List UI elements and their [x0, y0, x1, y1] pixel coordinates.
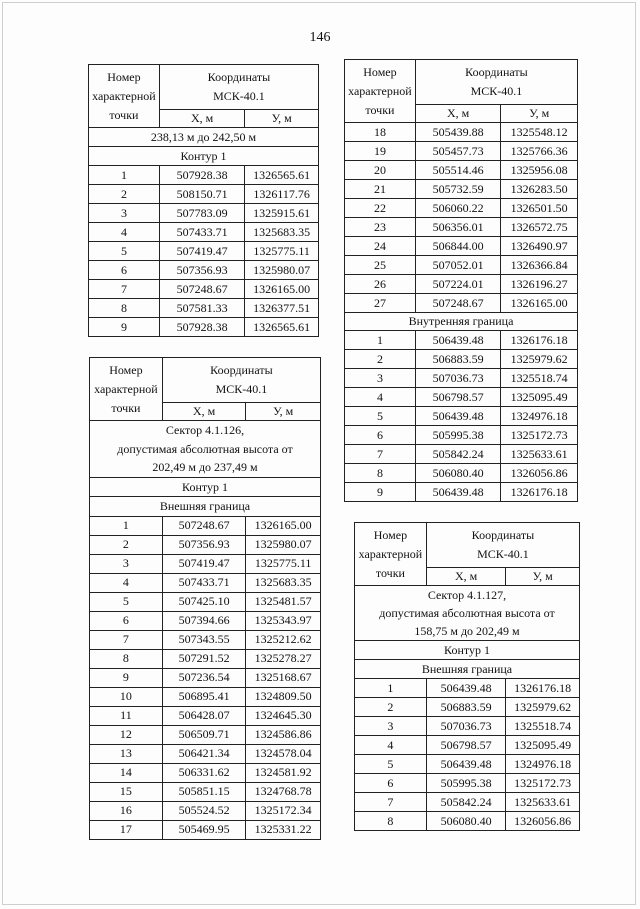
- point-number: 12: [119, 727, 132, 741]
- table-row: [89, 204, 319, 223]
- header-x-label: X, м: [190, 111, 214, 125]
- table-row: [89, 280, 319, 299]
- point-number: 6: [376, 427, 383, 442]
- x-coordinate: 506080.40: [432, 465, 484, 480]
- y-coordinate: 1325683.35: [254, 575, 312, 589]
- header-coordinates-label: МСК-40.1: [213, 89, 265, 103]
- header-x-label: X, м: [446, 106, 470, 120]
- point-number: 15: [119, 784, 132, 798]
- table-row: [345, 161, 578, 180]
- point-number: 9: [376, 484, 383, 499]
- y-coordinate: 1326196.27: [510, 276, 568, 291]
- y-coordinate: 1326572.75: [510, 219, 568, 234]
- point-number: 5: [120, 243, 127, 258]
- point-number: 3: [120, 205, 127, 220]
- table-row: [89, 318, 319, 337]
- y-coordinate: 1325683.35: [253, 224, 311, 239]
- header-number-label: точки: [111, 400, 141, 415]
- header-x-label: X, м: [454, 569, 478, 583]
- x-coordinate: 507419.47: [176, 243, 228, 258]
- header-number-label: характерной: [348, 83, 412, 98]
- table-row: [345, 483, 578, 502]
- caption-text: Внутренняя граница: [408, 314, 514, 328]
- x-coordinate: 507928.38: [176, 319, 228, 334]
- x-coordinate: 505469.95: [178, 822, 230, 836]
- table-row: [355, 755, 580, 774]
- point-number: 23: [373, 219, 386, 234]
- caption-text: 202,49 м до 237,49 м: [152, 460, 258, 474]
- point-number: 18: [373, 124, 386, 139]
- y-coordinate: 1326165.00: [254, 518, 312, 532]
- x-coordinate: 507419.47: [178, 556, 230, 570]
- header-coordinates-label: МСК-40.1: [477, 547, 529, 561]
- point-number: 7: [122, 632, 129, 646]
- caption-text: Внешняя граница: [421, 662, 513, 676]
- point-number: 4: [122, 575, 129, 589]
- point-number: 13: [119, 746, 132, 760]
- y-coordinate: 1325518.74: [510, 370, 568, 385]
- table-row: [90, 535, 321, 554]
- header-coordinates-label: МСК-40.1: [215, 382, 268, 396]
- point-number: 6: [387, 775, 394, 790]
- header-coordinates-label: Координаты: [210, 363, 273, 377]
- point-number: 8: [120, 300, 127, 315]
- table-row: [345, 180, 578, 199]
- x-coordinate: 507928.38: [176, 167, 228, 182]
- x-coordinate: 505524.52: [178, 803, 230, 817]
- point-number: 21: [373, 181, 386, 196]
- y-coordinate: 1324768.78: [254, 784, 312, 798]
- table-row: [345, 237, 578, 256]
- x-coordinate: 506895.41: [178, 689, 230, 703]
- header-y-label: У, м: [532, 569, 553, 583]
- caption-text: Внешняя граница: [159, 499, 251, 513]
- table-row: [89, 185, 319, 204]
- table-row: [89, 242, 319, 261]
- header-number-label: характерной: [92, 88, 156, 103]
- table-row: [345, 142, 578, 161]
- table-row: [345, 256, 578, 275]
- point-number: 3: [122, 556, 129, 570]
- y-coordinate: 1325633.61: [514, 794, 572, 809]
- header-number-label: точки: [109, 107, 139, 122]
- x-coordinate: 505514.46: [432, 162, 484, 177]
- x-coordinate: 507433.71: [178, 575, 230, 589]
- table-row: [90, 630, 321, 649]
- x-coordinate: 506439.48: [432, 332, 484, 347]
- point-number: 2: [387, 699, 394, 714]
- header-coordinates-label: МСК-40.1: [470, 84, 523, 98]
- x-coordinate: 505851.15: [178, 784, 230, 798]
- x-coordinate: 507036.73: [432, 370, 484, 385]
- y-coordinate: 1326490.97: [510, 238, 568, 253]
- table-row: [345, 218, 578, 237]
- point-number: 4: [387, 737, 394, 752]
- x-coordinate: 507394.66: [178, 613, 230, 627]
- y-coordinate: 1326165.00: [510, 295, 568, 310]
- caption-text: 158,75 м до 202,49 м: [414, 624, 520, 638]
- point-number: 19: [373, 143, 386, 158]
- x-coordinate: 506080.40: [440, 813, 492, 828]
- caption-row: [89, 147, 319, 166]
- y-coordinate: 1325168.67: [254, 670, 312, 684]
- header-y-label: У, м: [271, 111, 292, 125]
- header-number-label: характерной: [358, 546, 423, 561]
- table-row: [345, 350, 578, 369]
- y-coordinate: 1325172.73: [514, 775, 572, 790]
- table-row: [90, 801, 321, 820]
- table-row: [90, 763, 321, 782]
- y-coordinate: 1326176.18: [514, 680, 572, 695]
- caption-text: Контур 1: [182, 479, 228, 494]
- y-coordinate: 1325979.62: [510, 351, 568, 366]
- y-coordinate: 1325212.62: [254, 632, 312, 646]
- x-coordinate: 506356.01: [432, 219, 484, 234]
- caption-row: [355, 586, 580, 641]
- point-number: 1: [376, 332, 383, 347]
- table-row: [345, 464, 578, 483]
- caption-text: допустимая абсолютная высота от: [117, 441, 293, 456]
- point-number: 27: [373, 295, 386, 310]
- y-coordinate: 1325172.73: [510, 427, 568, 442]
- y-coordinate: 1324976.18: [510, 408, 568, 423]
- caption-row: [90, 497, 321, 517]
- y-coordinate: 1326565.61: [253, 319, 311, 334]
- y-coordinate: 1326056.86: [514, 813, 572, 828]
- table-row: [355, 793, 580, 812]
- table-row: [355, 679, 580, 698]
- header-x-label: X, м: [192, 404, 216, 418]
- y-coordinate: 1324809.50: [254, 689, 312, 703]
- header-number-label: Номер: [109, 362, 143, 377]
- header-y-label: У, м: [529, 106, 550, 120]
- header-row: [345, 60, 578, 105]
- x-coordinate: 505842.24: [432, 446, 484, 461]
- y-coordinate: 1325343.97: [254, 613, 312, 627]
- table-row: [355, 812, 580, 831]
- y-coordinate: 1324586.86: [254, 727, 312, 741]
- x-coordinate: 507783.09: [176, 205, 228, 220]
- x-coordinate: 507036.73: [440, 718, 492, 733]
- point-number: 6: [122, 613, 129, 627]
- header-coordinates-label: Координаты: [465, 65, 528, 79]
- x-coordinate: 507433.71: [176, 224, 228, 239]
- table-row: [90, 649, 321, 668]
- point-number: 7: [376, 446, 383, 461]
- x-coordinate: 506883.59: [440, 699, 492, 714]
- x-coordinate: 506844.00: [432, 238, 484, 253]
- header-coordinates-label: Координаты: [207, 70, 271, 84]
- x-coordinate: 506421.34: [178, 746, 230, 760]
- point-number: 4: [120, 224, 127, 239]
- x-coordinate: 506439.48: [432, 484, 484, 499]
- table-row: [345, 369, 578, 388]
- point-number: 4: [376, 389, 383, 404]
- point-number: 7: [120, 281, 127, 296]
- point-number: 1: [387, 680, 394, 695]
- x-coordinate: 507248.67: [432, 295, 484, 310]
- table-row: [90, 725, 321, 744]
- table-row: [345, 294, 578, 313]
- x-coordinate: 507248.67: [178, 518, 230, 532]
- table-row: [345, 123, 578, 142]
- caption-text: допустимая абсолютная высота от: [379, 606, 555, 620]
- x-coordinate: 506428.07: [178, 708, 230, 722]
- coordinates-table-2: [89, 357, 321, 840]
- y-coordinate: 1325172.34: [254, 803, 312, 817]
- x-coordinate: 507343.55: [178, 632, 230, 646]
- table-row: [345, 445, 578, 464]
- y-coordinate: 1326366.84: [510, 257, 568, 272]
- caption-text: 238,13 м до 242,50 м: [150, 130, 257, 144]
- x-coordinate: 506883.59: [432, 351, 484, 366]
- y-coordinate: 1325775.11: [254, 556, 312, 570]
- table-row: [345, 388, 578, 407]
- table-row: [90, 611, 321, 630]
- x-coordinate: 505995.38: [440, 775, 492, 790]
- y-coordinate: 1325956.08: [510, 162, 568, 177]
- y-coordinate: 1324645.30: [254, 708, 312, 722]
- point-number: 8: [376, 465, 383, 480]
- header-y-label: У, м: [273, 404, 294, 418]
- table-row: [355, 736, 580, 755]
- header-number-label: точки: [375, 565, 405, 580]
- table-row: [89, 223, 319, 242]
- x-coordinate: 505842.24: [440, 794, 492, 809]
- table-row: [90, 554, 321, 573]
- x-coordinate: 506439.48: [440, 680, 492, 695]
- y-coordinate: 1325980.07: [254, 537, 312, 551]
- caption-text: Сектор 4.1.127,: [427, 588, 507, 602]
- header-number-label: Номер: [107, 69, 141, 84]
- y-coordinate: 1325766.36: [510, 143, 568, 158]
- point-number: 25: [373, 257, 386, 272]
- point-number: 8: [122, 651, 129, 665]
- point-number: 5: [376, 408, 383, 423]
- point-number: 16: [119, 803, 132, 817]
- table-row: [89, 299, 319, 318]
- y-coordinate: 1325980.07: [253, 262, 311, 277]
- x-coordinate: 506509.71: [178, 727, 230, 741]
- header-number-label: Номер: [363, 64, 397, 79]
- table-row: [90, 820, 321, 839]
- y-coordinate: 1326377.51: [253, 300, 311, 315]
- y-coordinate: 1326176.18: [510, 332, 568, 347]
- point-number: 22: [373, 200, 386, 215]
- x-coordinate: 507236.54: [178, 670, 230, 684]
- x-coordinate: 505995.38: [432, 427, 484, 442]
- table-row: [355, 717, 580, 736]
- coordinates-table-4: [354, 522, 580, 831]
- page-number: 146: [309, 30, 331, 45]
- x-coordinate: 507581.33: [176, 300, 228, 315]
- x-coordinate: 507356.93: [178, 537, 230, 551]
- coordinates-table-3: [344, 59, 578, 502]
- point-number: 2: [122, 537, 129, 551]
- point-number: 14: [119, 765, 132, 779]
- y-coordinate: 1325548.12: [510, 124, 568, 139]
- x-coordinate: 507052.01: [432, 257, 484, 272]
- point-number: 10: [119, 689, 132, 703]
- header-number-label: точки: [365, 102, 395, 117]
- table-row: [345, 426, 578, 445]
- table-row: [90, 706, 321, 725]
- x-coordinate: 506331.62: [178, 765, 230, 779]
- y-coordinate: 1326176.18: [510, 484, 568, 499]
- x-coordinate: 508150.71: [176, 186, 228, 201]
- caption-text: Сектор 4.1.126,: [165, 423, 245, 437]
- y-coordinate: 1325775.11: [253, 243, 310, 258]
- x-coordinate: 507356.93: [176, 262, 228, 277]
- table-row: [90, 516, 321, 535]
- y-coordinate: 1325633.61: [510, 446, 568, 461]
- table-row: [89, 166, 319, 185]
- point-number: 1: [122, 518, 129, 532]
- caption-row: [90, 421, 321, 478]
- caption-row: [89, 128, 319, 147]
- x-coordinate: 507224.01: [432, 276, 484, 291]
- header-coordinates-label: Координаты: [471, 528, 535, 542]
- y-coordinate: 1325331.22: [254, 822, 312, 836]
- point-number: 11: [120, 708, 132, 722]
- y-coordinate: 1326165.00: [253, 281, 311, 296]
- caption-row: [90, 477, 321, 497]
- table-row: [90, 668, 321, 687]
- x-coordinate: 506798.57: [440, 737, 492, 752]
- caption-row: [345, 313, 578, 331]
- table-row: [90, 782, 321, 801]
- table-row: [345, 407, 578, 426]
- caption-text: Контур 1: [444, 643, 490, 657]
- x-coordinate: 506439.48: [432, 408, 484, 423]
- table-row: [90, 592, 321, 611]
- point-number: 17: [119, 822, 132, 836]
- table-row: [355, 698, 580, 717]
- header-row: [355, 523, 580, 568]
- point-number: 2: [376, 351, 383, 366]
- y-coordinate: 1325278.27: [254, 651, 312, 665]
- header-row: [89, 65, 319, 110]
- point-number: 20: [373, 162, 386, 177]
- y-coordinate: 1325915.61: [253, 205, 311, 220]
- y-coordinate: 1325481.57: [254, 594, 312, 608]
- point-number: 3: [387, 718, 394, 733]
- y-coordinate: 1326056.86: [510, 465, 568, 480]
- x-coordinate: 506439.48: [440, 756, 492, 771]
- table-row: [355, 774, 580, 793]
- y-coordinate: 1324578.04: [254, 746, 312, 760]
- y-coordinate: 1325979.62: [514, 699, 572, 714]
- point-number: 2: [120, 186, 127, 201]
- table-row: [345, 275, 578, 294]
- y-coordinate: 1326117.76: [253, 186, 310, 201]
- header-number-label: Номер: [373, 527, 408, 542]
- coordinates-table-1: [88, 64, 319, 337]
- point-number: 9: [122, 670, 129, 684]
- point-number: 8: [387, 813, 394, 828]
- point-number: 3: [376, 370, 383, 385]
- caption-row: [355, 660, 580, 679]
- table-row: [89, 261, 319, 280]
- point-number: 6: [120, 262, 127, 277]
- y-coordinate: 1326283.50: [510, 181, 568, 196]
- table-row: [345, 331, 578, 350]
- table-row: [90, 573, 321, 592]
- point-number: 24: [373, 238, 386, 253]
- table-row: [345, 199, 578, 218]
- x-coordinate: 505439.88: [432, 124, 484, 139]
- point-number: 7: [387, 794, 394, 809]
- table-row: [90, 744, 321, 763]
- y-coordinate: 1326565.61: [253, 167, 311, 182]
- x-coordinate: 507248.67: [176, 281, 228, 296]
- y-coordinate: 1324976.18: [514, 756, 572, 771]
- x-coordinate: 506798.57: [432, 389, 484, 404]
- table-row: [90, 687, 321, 706]
- caption-text: Контур 1: [180, 149, 227, 163]
- header-row: [90, 358, 321, 403]
- x-coordinate: 505457.73: [432, 143, 484, 158]
- y-coordinate: 1324581.92: [254, 765, 312, 779]
- y-coordinate: 1325518.74: [514, 718, 572, 733]
- x-coordinate: 505732.59: [432, 181, 484, 196]
- point-number: 26: [373, 276, 386, 291]
- y-coordinate: 1325095.49: [514, 737, 572, 752]
- point-number: 1: [120, 167, 127, 182]
- point-number: 5: [387, 756, 394, 771]
- x-coordinate: 507291.52: [178, 651, 230, 665]
- y-coordinate: 1326501.50: [510, 200, 568, 215]
- header-number-label: характерной: [94, 381, 158, 396]
- x-coordinate: 507425.10: [178, 594, 230, 608]
- point-number: 9: [120, 319, 127, 334]
- point-number: 5: [122, 594, 129, 608]
- caption-row: [355, 641, 580, 660]
- x-coordinate: 506060.22: [432, 200, 484, 215]
- y-coordinate: 1325095.49: [510, 389, 568, 404]
